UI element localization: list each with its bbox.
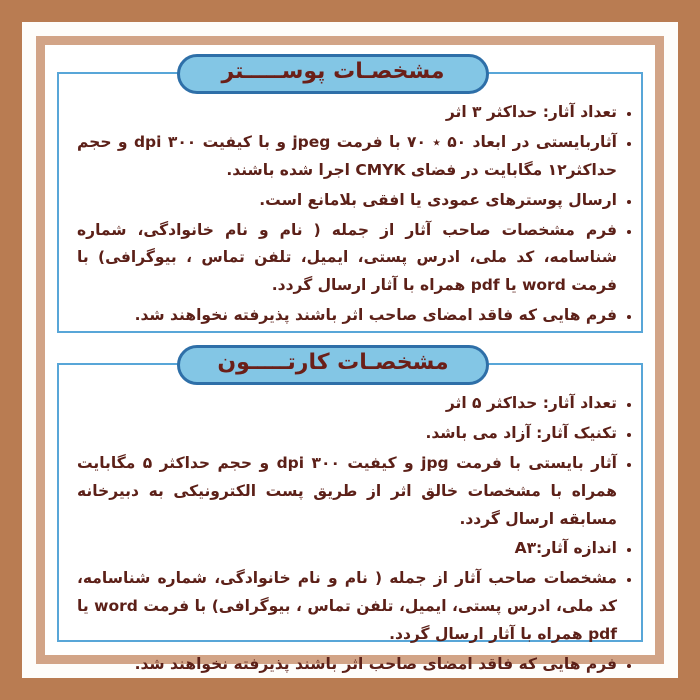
cartoon-specs-list [59, 365, 641, 679]
spec-item: • فرم هایی که فاقد امضای صاحب اثر باشند پذیرفته نخواهند شد. [77, 302, 617, 330]
cartoon-specs-box [57, 363, 643, 674]
spec-item: • اندازه آثار:A۳ [77, 535, 617, 563]
poster-specs-box [57, 72, 643, 333]
spec-item: • مشخصات صاحب آثار از جمله ( نام و نام خانوادگی، شماره شناسامه، کد ملی، ادرس پستی، ایمیل، تلفن تماس ، بیوگرافی) با فرمت word یا pdf همراه با آثار ارسال گردد. [77, 565, 617, 649]
cartoon-specs-header-ribbon [177, 345, 489, 385]
spec-item: • تکنیک آثار: آزاد می باشد. [77, 420, 617, 448]
spec-item: • تعداد آثار: حداکثر ۵ اثر [77, 390, 617, 418]
poster-specs-list [59, 74, 641, 330]
spec-item: • آثاربایستی در ابعاد ۵۰ ٭ ۷۰ با فرمت jpeg و با کیفیت ۳۰۰ dpi و حجم حداکثر۱۲ مگابایت در فضای CMYK اجرا شده باشند. [77, 129, 617, 185]
cartoon-specs-title: مشخصـات کارتـــــون [217, 350, 449, 375]
spec-item: • فرم مشخصات صاحب آثار از جمله ( نام و نام خانوادگی، شماره شناسامه، کد ملی، ادرس پستی، ایمیل، تلفن تماس ، بیوگرافی) با فرمت word یا pdf همراه با آثار ارسال گردد. [77, 217, 617, 301]
poster-specs-header-ribbon [177, 54, 489, 94]
poster-specs-title: مشخصـات پوســـــتر [221, 59, 445, 84]
spec-item: • فرم هایی که فاقد امضای صاحب اثر باشند پذیرفته نخواهند شد. [77, 651, 617, 679]
spec-item: • ارسال پوسترهای عمودی یا افقی بلامانع است. [77, 187, 617, 215]
spec-item: • آثار بایستی با فرمت jpg و کیفیت ۳۰۰ dpi و حجم حداکثر ۵ مگابایت همراه با مشخصات خالق اثر از طریق پست الکترونیکی به دبیرخانه مسابقه ارسال گردد. [77, 450, 617, 534]
spec-item: • تعداد آثار: حداکثر ۳ اثر [77, 99, 617, 127]
